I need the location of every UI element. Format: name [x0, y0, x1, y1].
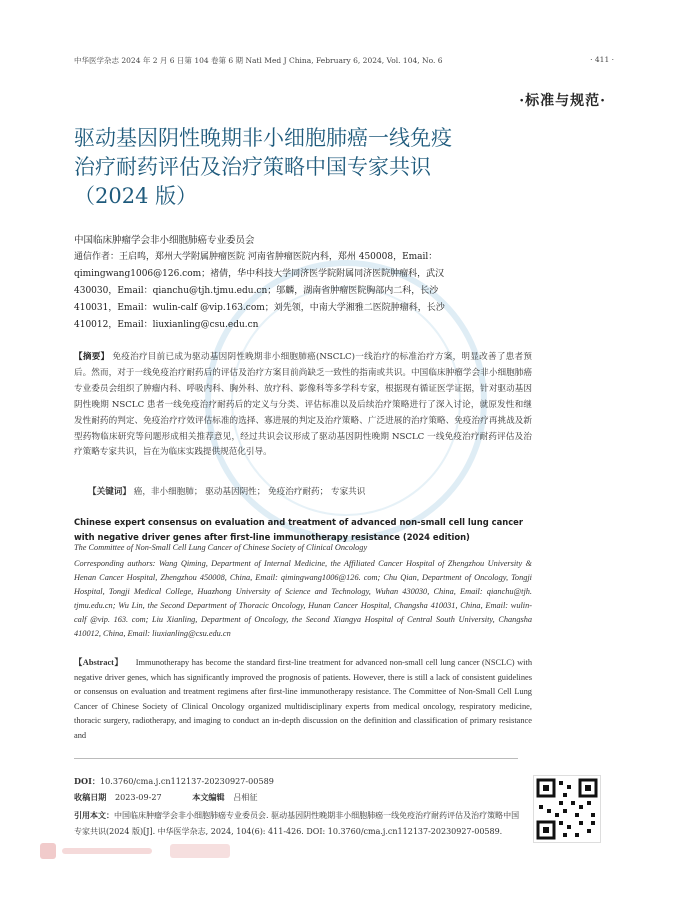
cite-text: 中国临床肿瘤学会非小细胞肺癌专业委员会. 驱动基因阴性晚期非小细胞肺癌一线免疫治疗耐药评估及治疗策略中国专家共识(2024 版)[J]. 中华医学杂志, 2024, 104(6): 411-426. DOI: 10.3760/cma.j.cn112137-20230927-00589.: [74, 811, 520, 836]
abstract-chinese: [74, 350, 532, 461]
doi-label: DOI：: [74, 776, 100, 786]
corr-line-5: 410012，Email：liuxianling@csu.edu.cn: [74, 320, 259, 330]
corr-line-3: 430030，Email：qianchu@tjh.tjmu.edu.cn；邬麟，湖南省肿瘤医院胸部内二科，长沙: [74, 286, 439, 296]
english-corresponding: Corresponding authors: Wang Qiming, Department of Internal Medicine, the Affiliated Cancer Hospital of Zhengzhou University & Henan Cancer Hospital, Zhengzhou 450008, China, Email: qimingwang1006@126. com; Chu Qian, Department of Oncology, Tongji Hospital, Tongji Medical College, Huazhong University of Science and Technology, Wuhan 430030, China, Email: qianchu@tjh. tjmu.edu.cn; Wu Lin, the Second Department of Thoracic Oncology, Hunan Cancer Hospital, Changsha 410031, China, Email: wulin-calf @vip. 163. com; Liu Xianling, Department of Oncology, the Second Xiangya Hospital of Central South University, Changsha 410012, China, Email: liuxianling@csu.edu.cn: [74, 559, 532, 639]
english-abstract: [74, 656, 532, 744]
corresponding-authors: [74, 249, 544, 334]
corr-line-1: 通信作者：王启鸣，郑州大学附属肿瘤医院 河南省肿瘤医院内科，郑州 450008，Email：: [74, 252, 438, 262]
received-date: 2023-09-27: [114, 792, 162, 802]
title-line-2: 治疗耐药评估及治疗策略中国专家共识: [74, 155, 431, 179]
doi-line: [74, 776, 274, 787]
keywords-label: 【关键词】: [88, 487, 131, 497]
cite-label: 引用本文：: [74, 810, 114, 820]
corr-line-4: 410031，Email：wulin-calf @vip.163.com；刘先领，中南大学湘雅二医院肿瘤科，长沙: [74, 303, 445, 313]
page-number: · 411 ·: [590, 55, 614, 64]
citation: [74, 808, 524, 839]
author-committee: 中国临床肿瘤学会非小细胞肺癌专业委员会: [74, 235, 255, 246]
publisher-logo: [40, 840, 240, 866]
page-title: [74, 124, 534, 211]
english-abstract-label: 【Abstract】: [74, 658, 124, 667]
keywords-chinese: [88, 485, 365, 497]
english-abstract-text: Immunotherapy has become the standard first-line treatment for advanced non-small cell lung cancer (NSCLC) with negative driver genes, which has significantly improved the prognosis of patients. However, there is still a lack of consistent guidelines or consensus on evaluation and treatment regimens after first-line immunotherapy resistance. The Committee of Non-Small Cell Lung Cancer of Chinese Society of Clinical Oncology organized multidisciplinary experts from medical oncology, respiratory medicine, thoracic surgery, radiotherapy, and imaging to conduct an in-depth discussion on the definition and classification of primary resistance and: [74, 658, 533, 740]
editor-label: 本文编辑: [192, 792, 225, 802]
journal-line: 中华医学杂志 2024 年 2 月 6 日第 104 卷第 6 期 Natl Med J China, February 6, 2024, Vol. 104, No. 6: [74, 56, 443, 65]
keywords-text: 癌，非小细胞肺； 驱动基因阴性； 免疫治疗耐药； 专家共识: [133, 487, 366, 497]
english-title: Chinese expert consensus on evaluation and treatment of advanced non-small cell lung cancer with negative driver genes after first-line immunotherapy resistance (2024 edition): [74, 517, 523, 542]
abstract-text: 免疫治疗目前已成为驱动基因阴性晚期非小细胞肺癌(NSCLC)一线治疗的标准治疗方案，明显改善了患者预后。然而，对于一线免疫治疗耐药后的评估及治疗方案目前尚缺乏一致性的指南或共识。中国临床肿瘤学会非小细胞肺癌专业委员会组织了肿瘤内科、呼吸内科、胸外科、放疗科、影像科等多学科专家，根据现有循证医学证据，针对驱动基因阴性晚期 NSCLC 患者一线免疫治疗耐药后的定义与分类、评估标准以及后续治疗策略进行了深入讨论，就原发性和继发性耐药的判定、免疫治疗疗效评估标准的选择、寡进展的判定及治疗策略、广泛进展的治疗策略、免疫治疗再挑战及新型药物临床研究等问题形成相关推荐意见，经过共识会议形成了驱动基因阴性晚期 NSCLC 一线免疫治疗耐药评估及治疗策略专家共识，旨在为临床实践提供规范化引导。: [74, 352, 532, 458]
title-line-1: 驱动基因阴性晚期非小细胞肺癌一线免疫: [74, 126, 452, 150]
doi-value: 10.3760/cma.j.cn112137-20230927-00589: [99, 776, 274, 786]
title-line-3: （2024 版）: [74, 184, 198, 208]
corr-line-2: qimingwang1006@126.com；褚倩，华中科技大学同济医学院附属同济医院肿瘤科，武汉: [74, 269, 445, 279]
qr-code-icon: [533, 775, 601, 843]
footer-divider: [74, 758, 518, 759]
abstract-label: 【摘要】: [74, 352, 110, 362]
received-line: [74, 792, 257, 803]
section-tag: ·标准与规范·: [519, 93, 606, 109]
editor-name: 吕相征: [233, 792, 258, 802]
received-label: 收稿日期: [74, 792, 107, 802]
running-header: [74, 55, 614, 66]
english-committee: The Committee of Non-Small Cell Lung Cancer of Chinese Society of Clinical Oncology: [74, 543, 368, 552]
